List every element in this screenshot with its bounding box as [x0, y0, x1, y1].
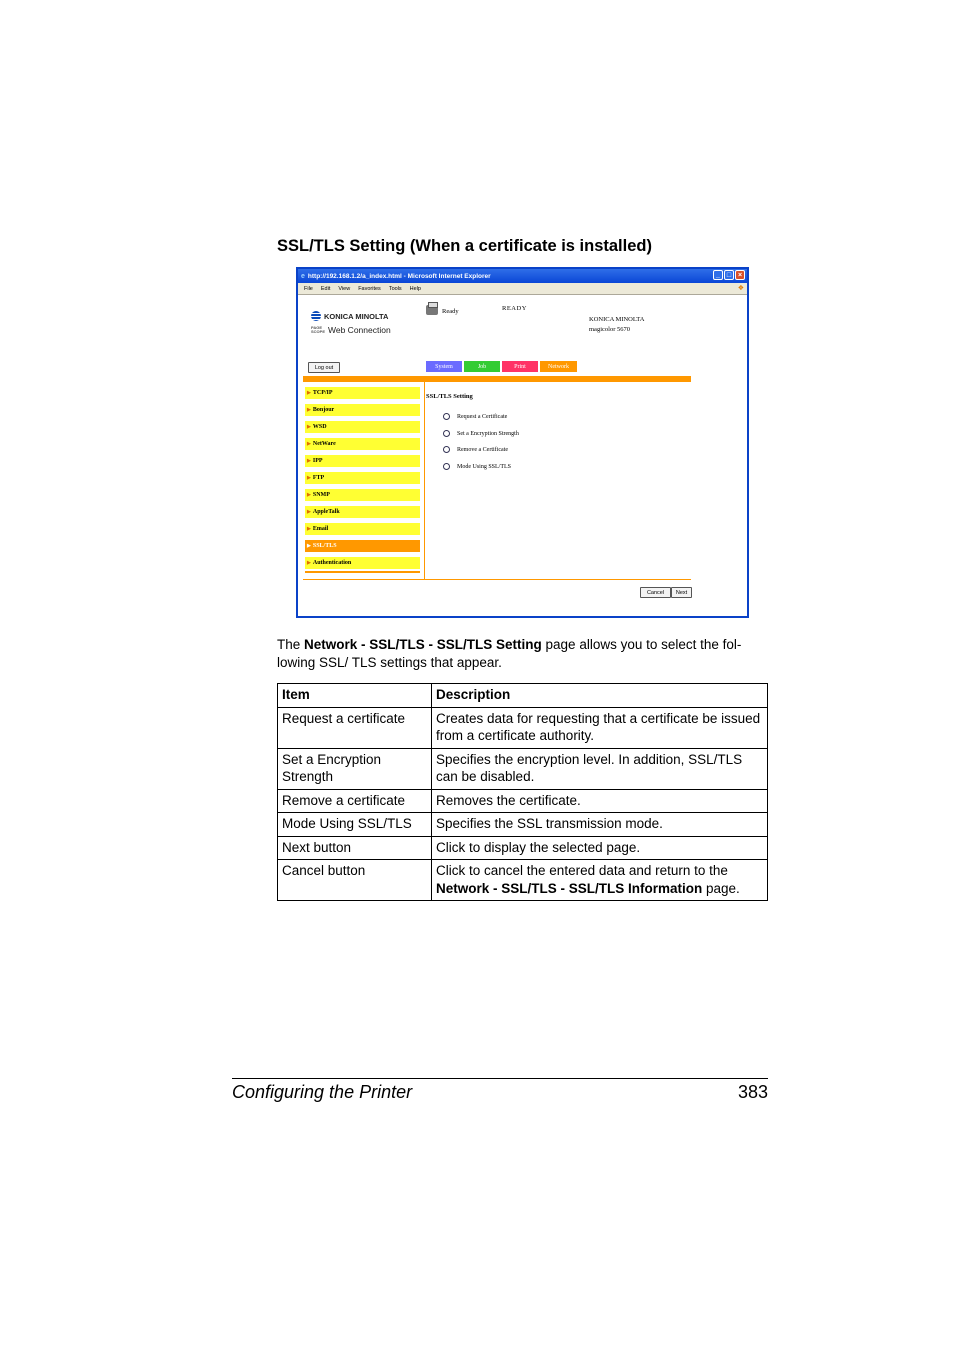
printer-icon — [426, 305, 438, 315]
radio-icon[interactable] — [443, 413, 450, 420]
arrow-right-icon: ▶ — [307, 510, 311, 515]
model-line1: KONICA MINOLTA — [589, 316, 645, 323]
brand-text: KONICA MINOLTA — [324, 311, 389, 321]
description-cell: Removes the certificate. — [432, 789, 768, 813]
side-nav — [305, 387, 420, 573]
description-cell: Specifies the encryption level. In addition, SSL/TLS can be disabled. — [432, 748, 768, 789]
arrow-right-icon: ▶ — [307, 408, 311, 413]
tab-print[interactable]: Print — [502, 361, 538, 372]
table-row — [278, 860, 768, 901]
sidebar-item-email[interactable]: ▶ Email — [305, 523, 420, 535]
sidebar-item-snmp[interactable]: ▶ SNMP — [305, 489, 420, 501]
arrow-right-icon: ▶ — [307, 391, 311, 396]
menu-file[interactable]: File — [304, 285, 313, 292]
description-cell: Creates data for requesting that a certificate be issued from a certificate authority. — [432, 707, 768, 748]
arrow-right-icon: ▶ — [307, 459, 311, 464]
browser-screenshot — [296, 267, 749, 618]
status-ready-small: Ready — [442, 308, 459, 315]
window-titlebar — [298, 269, 747, 283]
panel-title: SSL/TLS Setting — [426, 393, 473, 400]
arrow-right-icon: ▶ — [307, 493, 311, 498]
arrow-right-icon: ▶ — [307, 442, 311, 447]
item-cell: Set a Encryption Strength — [278, 748, 432, 789]
column-header-description: Description — [432, 684, 768, 708]
menu-tools[interactable]: Tools — [388, 285, 402, 292]
settings-table — [277, 683, 768, 901]
item-cell: Mode Using SSL/TLS — [278, 813, 432, 837]
arrow-right-icon: ▶ — [307, 476, 311, 481]
table-row — [278, 789, 768, 813]
radio-icon[interactable] — [443, 463, 450, 470]
arrow-right-icon: ▶ — [307, 425, 311, 430]
menu-view[interactable]: View — [338, 285, 351, 292]
tab-network[interactable]: Network — [540, 361, 577, 372]
item-cell: Request a certificate — [278, 707, 432, 748]
description-cell: Specifies the SSL transmission mode. — [432, 813, 768, 837]
header-divider — [303, 376, 691, 382]
web-connection-logo — [311, 325, 391, 335]
table-header-row — [278, 684, 768, 708]
web-connection-text: Web Connection — [328, 325, 391, 335]
section-title: SSL/TLS Setting (When a certificate is installed) — [277, 237, 652, 255]
option-remove-certificate[interactable]: Remove a Certificate — [443, 446, 508, 453]
page-number: 383 — [737, 1082, 768, 1102]
tab-job[interactable]: Job — [464, 361, 500, 372]
table-row — [278, 707, 768, 748]
sidebar-item-ssltls[interactable]: ▶ SSL/TLS — [305, 540, 420, 552]
windows-logo-icon: ❖ — [737, 285, 744, 292]
tab-system[interactable]: System — [426, 361, 462, 372]
column-divider — [424, 382, 425, 579]
logout-button[interactable]: Log out — [308, 362, 340, 373]
option-mode-ssltls[interactable]: Mode Using SSL/TLS — [443, 463, 511, 470]
footer-chapter-title: Configuring the Printer — [232, 1082, 413, 1102]
radio-icon[interactable] — [443, 446, 450, 453]
model-line2: magicolor 5670 — [589, 326, 630, 333]
maximize-icon[interactable]: □ — [724, 270, 734, 280]
pagescope-mark: PAGE SCOPE — [311, 325, 326, 334]
sidebar-item-ipp[interactable]: ▶ IPP — [305, 455, 420, 467]
arrow-right-icon: ▶ — [307, 544, 311, 549]
content-bottom-divider — [303, 579, 691, 580]
window-title: http://192.168.1.2/a_index.html - Microsoft Internet Explorer — [307, 272, 491, 280]
page-content — [298, 295, 747, 615]
item-cell: Remove a certificate — [278, 789, 432, 813]
menu-edit[interactable]: Edit — [320, 285, 331, 292]
radio-icon[interactable] — [443, 430, 450, 437]
cancel-button[interactable]: Cancel — [640, 587, 671, 598]
option-request-certificate[interactable]: Request a Certificate — [443, 413, 507, 420]
table-row — [278, 836, 768, 860]
arrow-right-icon: ▶ — [307, 527, 311, 532]
close-icon[interactable]: × — [735, 270, 745, 280]
next-button[interactable]: Next — [671, 587, 692, 598]
menu-help[interactable]: Help — [409, 285, 421, 292]
sidebar-item-appletalk[interactable]: ▶ AppleTalk — [305, 506, 420, 518]
option-encryption-strength[interactable]: Set a Encryption Strength — [443, 430, 519, 437]
minimize-icon[interactable]: _ — [713, 270, 723, 280]
sidebar-item-authentication[interactable]: ▶ Authentication — [305, 557, 420, 569]
table-row — [278, 813, 768, 837]
sidebar-item-bonjour[interactable]: ▶ Bonjour — [305, 404, 420, 416]
description-cell: Click to display the selected page. — [432, 836, 768, 860]
column-header-item: Item — [278, 684, 432, 708]
konica-minolta-logo — [311, 311, 388, 321]
status-ready: READY — [502, 305, 527, 312]
description-cell: Click to cancel the entered data and return to the Network - SSL/TLS - SSL/TLS Information page. — [432, 860, 768, 901]
ie-icon: e — [301, 272, 305, 280]
globe-icon — [311, 311, 321, 321]
menu-favorites[interactable]: Favorites — [358, 285, 381, 292]
arrow-right-icon: ▶ — [307, 561, 311, 566]
sidebar-item-tcpip[interactable]: ▶ TCP/IP — [305, 387, 420, 399]
sidebar-item-ftp[interactable]: ▶ FTP — [305, 472, 420, 484]
sidebar-item-netware[interactable]: ▶ NetWare — [305, 438, 420, 450]
footer-rule — [232, 1078, 768, 1079]
item-cell: Next button — [278, 836, 432, 860]
item-cell: Cancel button — [278, 860, 432, 901]
menu-bar — [298, 283, 747, 295]
sidebar-item-wsd[interactable]: ▶ WSD — [305, 421, 420, 433]
intro-paragraph: The Network - SSL/TLS - SSL/TLS Setting page allows you to select the fol-lowing SSL/ TLS settings that appear. — [277, 637, 742, 670]
nav-underline — [305, 571, 420, 573]
table-row — [278, 748, 768, 789]
